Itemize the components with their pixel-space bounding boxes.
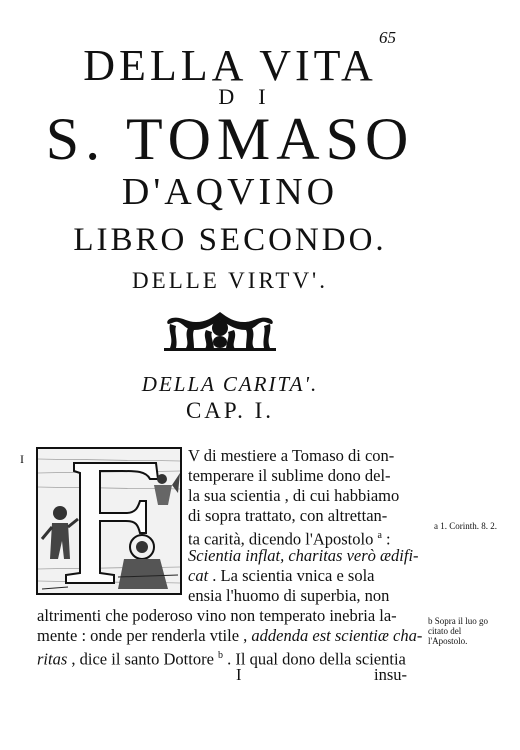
text-segment: , dice il santo Dottore: [67, 649, 219, 669]
text-segment: addenda est scientiæ cha-: [251, 626, 423, 645]
woodcut-illustration: [38, 449, 180, 593]
section-heading: DELLA CARITA'.: [141, 372, 319, 396]
text-segment: . La scientia vnica e sola: [208, 566, 375, 585]
text-segment: V di mestiere a Tomaso di con-: [188, 446, 395, 465]
text-segment: ritas: [37, 649, 68, 669]
text-segment: mente : onde per renderla vtile ,: [37, 626, 252, 645]
ornament-vignette: [160, 308, 280, 352]
text-segment: temperare il sublime dono del-: [188, 466, 391, 485]
chapter-heading: CAP. I.: [185, 398, 275, 423]
text-line: [37, 626, 422, 646]
text-line: [188, 506, 387, 526]
title-line-2: DI: [218, 84, 290, 109]
title-line-3: S. TOMASO: [45, 106, 415, 172]
text-segment: altrimenti che poderoso vino non temperato inebria la-: [37, 606, 397, 625]
text-segment: Scientia inflat, charitas verò ædifi-: [188, 546, 419, 565]
text-segment: ensia l'huomo di superbia, non: [188, 586, 390, 605]
text-segment: ta carità, dicendo l'Apostolo: [188, 529, 378, 549]
text-line: [188, 486, 399, 506]
margin-note-a: [434, 521, 497, 531]
margin-number: I: [20, 452, 24, 466]
note-b-text: Sopra il luo go citato del l'Apostolo.: [428, 616, 488, 646]
text-line: [37, 646, 406, 670]
text-line: [188, 546, 419, 566]
catchword: insu-: [374, 665, 407, 684]
signature-mark: I: [236, 665, 242, 684]
text-line: [188, 466, 391, 486]
title-line-1: DELLA VITA: [83, 41, 377, 90]
text-segment: la sua scientia , di cui habbiamo: [188, 486, 400, 505]
text-segment: cat: [188, 566, 209, 585]
text-line: [188, 586, 389, 606]
note-b-mark: b: [428, 616, 433, 626]
text-line: [188, 446, 394, 466]
text-segment: . Il qual dono della scientia: [223, 649, 406, 669]
title-line-4: D'AQVINO: [121, 171, 339, 213]
footnote-mark: b: [218, 650, 224, 661]
margin-note-b: [428, 616, 500, 646]
text-line: [37, 606, 397, 626]
title-line-6: DELLE VIRTV'.: [132, 268, 328, 293]
title-line-5: LIBRO SECONDO.: [73, 222, 387, 258]
text-segment: :: [381, 529, 391, 549]
folio-number: 65: [379, 28, 396, 47]
note-a-text: 1. Corinth. 8. 2.: [440, 521, 498, 531]
text-segment: di sopra trattato, con altrettan-: [188, 506, 388, 525]
decorated-initial: [36, 447, 182, 595]
note-a-mark: a: [434, 521, 438, 531]
text-line: [188, 566, 374, 586]
footnote-mark: a: [377, 530, 382, 541]
